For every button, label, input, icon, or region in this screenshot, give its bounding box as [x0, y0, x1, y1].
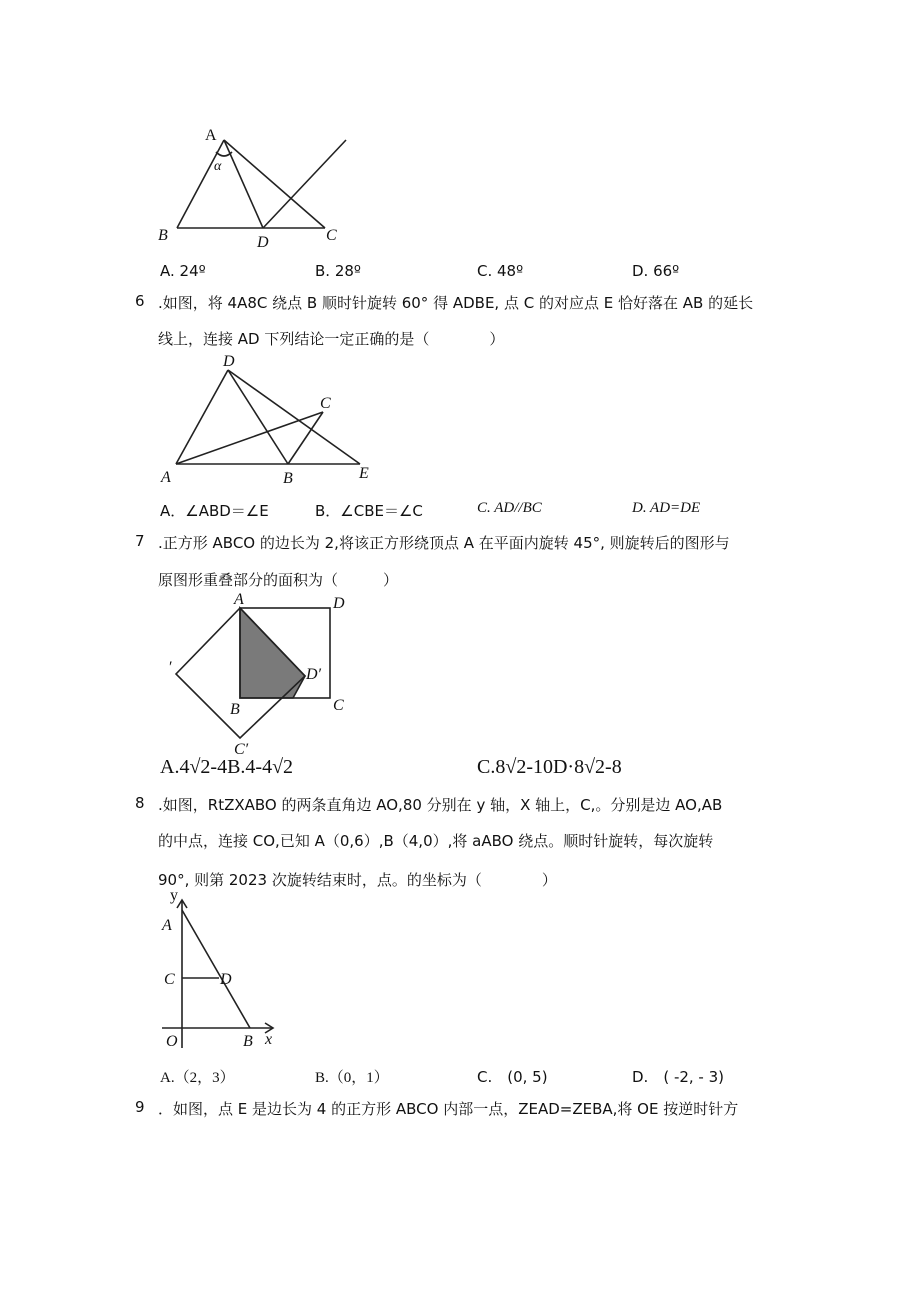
q5-option-b[interactable]: B. 28º — [315, 262, 361, 280]
label-c: C — [320, 395, 331, 412]
q8-number: 8 — [135, 794, 145, 812]
label-e: E — [359, 465, 369, 482]
q5-figure — [150, 120, 370, 250]
label-a: A — [161, 469, 171, 486]
label-c: C — [164, 971, 175, 988]
q8-option-d[interactable]: D. ( -2, - 3) — [632, 1068, 725, 1086]
label-b: B — [283, 470, 293, 487]
label-d: D — [333, 595, 345, 612]
segment-ad — [176, 370, 228, 464]
label-a: A — [234, 591, 244, 608]
label-b: B — [158, 227, 168, 244]
label-d: D — [220, 971, 232, 988]
segment-ac — [176, 412, 323, 464]
q7-number: 7 — [135, 532, 145, 550]
segment-de — [228, 370, 360, 464]
q7-text-line1: .正方形 ABCO 的边长为 2,将该正方形绕顶点 A 在平面内旋转 45°, 则旋转后的图形与 — [158, 534, 730, 552]
q7-options-ab[interactable]: A.4√2-4B.4-4√2 — [160, 756, 294, 778]
q8-option-c[interactable]: C. (0, 5) — [477, 1068, 548, 1086]
q9-number: 9 — [135, 1098, 145, 1116]
label-c: C — [333, 697, 344, 714]
segment-db — [228, 370, 288, 464]
q6-option-b[interactable]: B．∠CBE＝∠C — [315, 502, 423, 520]
label-bprime: ′ — [168, 659, 172, 676]
q7-figure — [160, 588, 360, 758]
q6-option-a[interactable]: A．∠ABD＝∠E — [160, 502, 269, 520]
q6-text-line2: 线上，连接 AD 下列结论一定正确的是（ ） — [158, 330, 505, 348]
label-b: B — [230, 701, 240, 718]
q5-option-a[interactable]: A. 24º — [160, 262, 206, 280]
label-x: x — [265, 1031, 273, 1048]
label-y: y — [170, 887, 178, 904]
q6-text-line1: .如图，将 4A8C 绕点 B 顺时针旋转 60° 得 ADBE, 点 C 的对应点 E 恰好落在 AB 的延长 — [158, 294, 754, 312]
label-d: D — [257, 234, 269, 251]
q5-option-d[interactable]: D. 66º — [632, 262, 680, 280]
label-o: O — [166, 1033, 178, 1050]
label-b: B — [243, 1033, 253, 1050]
q6-option-c[interactable]: C. AD//BC — [477, 500, 542, 516]
q8-option-b[interactable]: B.（0，1） — [315, 1070, 389, 1086]
q8-text-line1: .如图，RtZXABO 的两条直角边 AO,80 分别在 y 轴，X 轴上，C,。分别是边 AO,AB — [158, 796, 723, 814]
q6-option-d[interactable]: D. AD=DE — [632, 500, 701, 516]
label-dprime: D′ — [306, 666, 322, 683]
label-c: C — [326, 227, 337, 244]
segment-ab — [182, 910, 250, 1028]
segment-bc — [288, 412, 323, 464]
q5-option-c[interactable]: C. 48º — [477, 262, 524, 280]
q6-number: 6 — [135, 292, 145, 310]
label-cprime: C′ — [234, 741, 249, 758]
q7-text-line2: 原图形重叠部分的面积为（ ） — [158, 571, 399, 589]
q7-options-cd[interactable]: C.8√2-10D·8√2-8 — [477, 756, 622, 778]
label-alpha: α — [214, 159, 222, 174]
q6-figure — [155, 350, 385, 490]
label-a: A — [162, 917, 172, 934]
q9-text-line1: ．如图，点 E 是边长为 4 的正方形 ABCO 内部一点，ZEAD=ZEBA,将 OE 按逆时针方 — [158, 1100, 739, 1118]
label-a: A — [205, 127, 217, 144]
q8-option-a[interactable]: A.（2，3） — [160, 1070, 235, 1086]
q8-text-line3: 90°, 则第 2023 次旋转结束时，点。的坐标为（ ） — [158, 871, 557, 889]
label-d: D — [223, 353, 235, 370]
q8-text-line2: 的中点，连接 CO,已知 A（0,6）,B（4,0）,将 aABO 绕点。顺时针旋转，每次旋转 — [158, 832, 714, 850]
q8-figure — [158, 888, 288, 1058]
